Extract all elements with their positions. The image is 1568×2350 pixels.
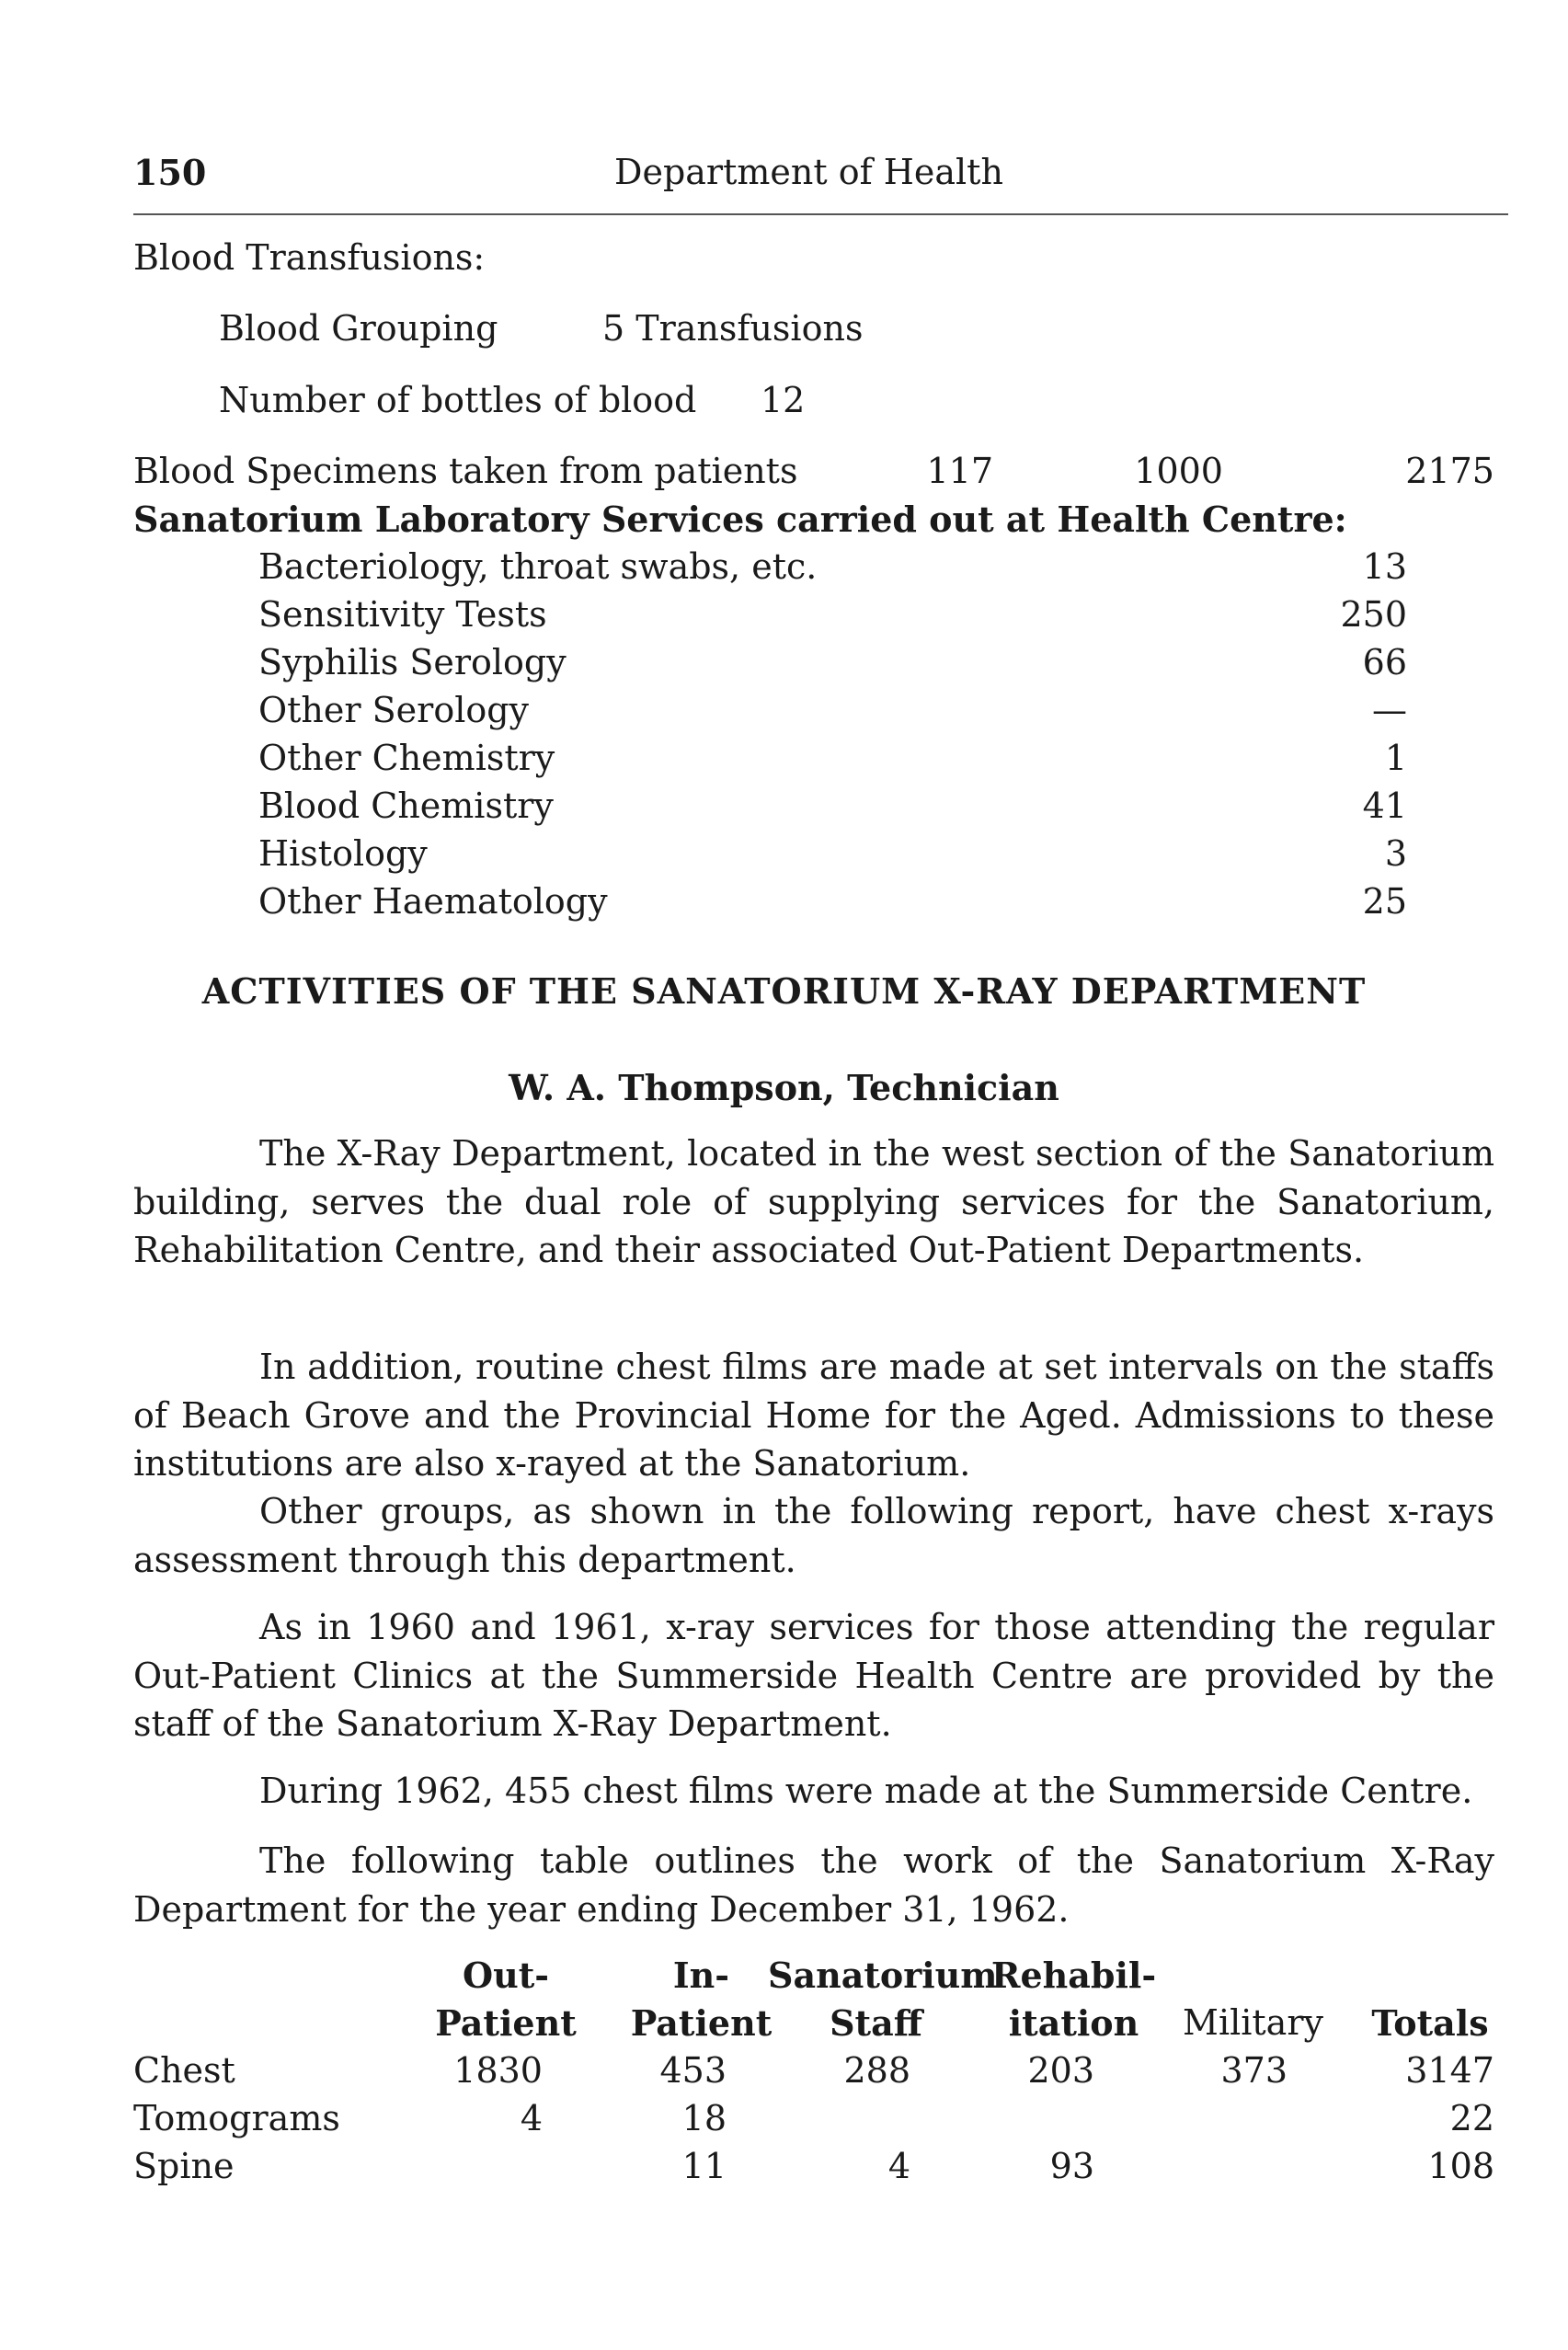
xray-section-heading: ACTIVITIES OF THE SANATORIUM X-RAY DEPARTMENT: [201, 970, 1367, 1012]
table-cell: 288: [843, 2050, 910, 2091]
table-cell: 11: [681, 2146, 727, 2186]
col-header-outpatient-1: Out-: [462, 1955, 550, 1996]
col-header-totals: Totals: [1371, 2002, 1489, 2044]
lab-row-label: Sensitivity Tests: [258, 594, 547, 635]
running-title: Department of Health: [614, 152, 1003, 192]
col-header-outpatient-2: Patient: [435, 2002, 577, 2044]
table-cell: 93: [1049, 2146, 1094, 2186]
xray-author: W. A. Thompson, Technician: [509, 1067, 1059, 1108]
page-number: 150: [133, 152, 207, 193]
specimens-label: Blood Specimens taken from patients: [133, 451, 798, 491]
xray-paragraph: The X-Ray Department, located in the west section of the Sanatorium building, serves the dual role of supplying services for the Sanatorium, Rehabilitation Centre, and their associated Out-Patient Departments.: [133, 1133, 1494, 1270]
header-rule: [133, 213, 1508, 215]
col-header-rehab-1: Rehabil-: [990, 1955, 1157, 1996]
table-row-label: Chest: [133, 2050, 235, 2091]
col-header-rehab-2: itation: [1008, 2002, 1139, 2044]
table-cell: 453: [659, 2050, 727, 2091]
table-cell: 203: [1027, 2050, 1094, 2091]
bottles-value: 12: [761, 380, 806, 420]
table-cell: 373: [1220, 2050, 1288, 2091]
lab-row-value: 250: [1340, 594, 1407, 635]
lab-row-value: 3: [1384, 833, 1407, 874]
blood-transfusions-label: Blood Transfusions:: [133, 237, 486, 278]
table-cell: 18: [681, 2098, 727, 2138]
specimens-value-1: 117: [926, 451, 993, 491]
specimens-value-2: 1000: [1134, 451, 1223, 491]
specimens-value-3: 2175: [1405, 451, 1494, 491]
lab-row-label: Other Serology: [258, 690, 530, 730]
table-cell: 22: [1449, 2098, 1494, 2138]
table-cell: 4: [520, 2098, 543, 2138]
xray-paragraph: Other groups, as shown in the following report, have chest x-rays assessment through this department.: [133, 1491, 1494, 1580]
table-cell: 1830: [453, 2050, 543, 2091]
xray-paragraph: During 1962, 455 chest films were made at the Summerside Centre.: [259, 1771, 1473, 1811]
xray-paragraph: The following table outlines the work of the Sanatorium X-Ray Department for the year ending December 31, 1962.: [133, 1840, 1494, 1930]
lab-row-value: 25: [1362, 881, 1407, 922]
lab-row-value: 66: [1362, 642, 1407, 682]
xray-paragraph: As in 1960 and 1961, x-ray services for those attending the regular Out-Patient Clinics at the Summerside Health Centre are provided by the staff of the Sanatorium X-Ray Department.: [133, 1607, 1494, 1744]
table-cell: 108: [1427, 2146, 1494, 2186]
lab-row-label: Blood Chemistry: [258, 785, 554, 826]
col-header-military: Military: [1183, 2002, 1323, 2043]
lab-row-value: 13: [1362, 546, 1407, 587]
table-row-label: Tomograms: [133, 2098, 340, 2138]
lab-row-label: Syphilis Serology: [258, 642, 567, 682]
bottles-label: Number of bottles of blood: [219, 380, 697, 420]
lab-row-value: 41: [1362, 785, 1407, 826]
blood-grouping-label: Blood Grouping: [219, 308, 498, 349]
table-cell: 3147: [1405, 2050, 1494, 2091]
col-header-sanatorium-2: Staff: [830, 2002, 922, 2044]
col-header-sanatorium-1: Sanatorium: [768, 1955, 998, 1996]
lab-row-label: Other Haematology: [258, 881, 608, 922]
table-row-label: Spine: [133, 2146, 235, 2186]
lab-row-label: Histology: [258, 833, 428, 874]
table-cell: 4: [887, 2146, 910, 2186]
lab-services-heading: Sanatorium Laboratory Services carried out at Health Centre:: [133, 499, 1347, 540]
lab-row-value: —: [1372, 690, 1407, 730]
blood-grouping-value: 5 Transfusions: [602, 308, 864, 349]
xray-paragraph: In addition, routine chest films are made at set intervals on the staffs of Beach Grove and the Provincial Home for the Aged. Admissions to these institutions are also x-rayed at the Sanatorium.: [133, 1347, 1494, 1484]
col-header-inpatient-1: In-: [672, 1955, 730, 1996]
col-header-inpatient-2: Patient: [630, 2002, 773, 2044]
lab-row-label: Other Chemistry: [258, 738, 555, 778]
lab-row-value: 1: [1384, 738, 1407, 778]
lab-row-label: Bacteriology, throat swabs, etc.: [258, 546, 818, 587]
